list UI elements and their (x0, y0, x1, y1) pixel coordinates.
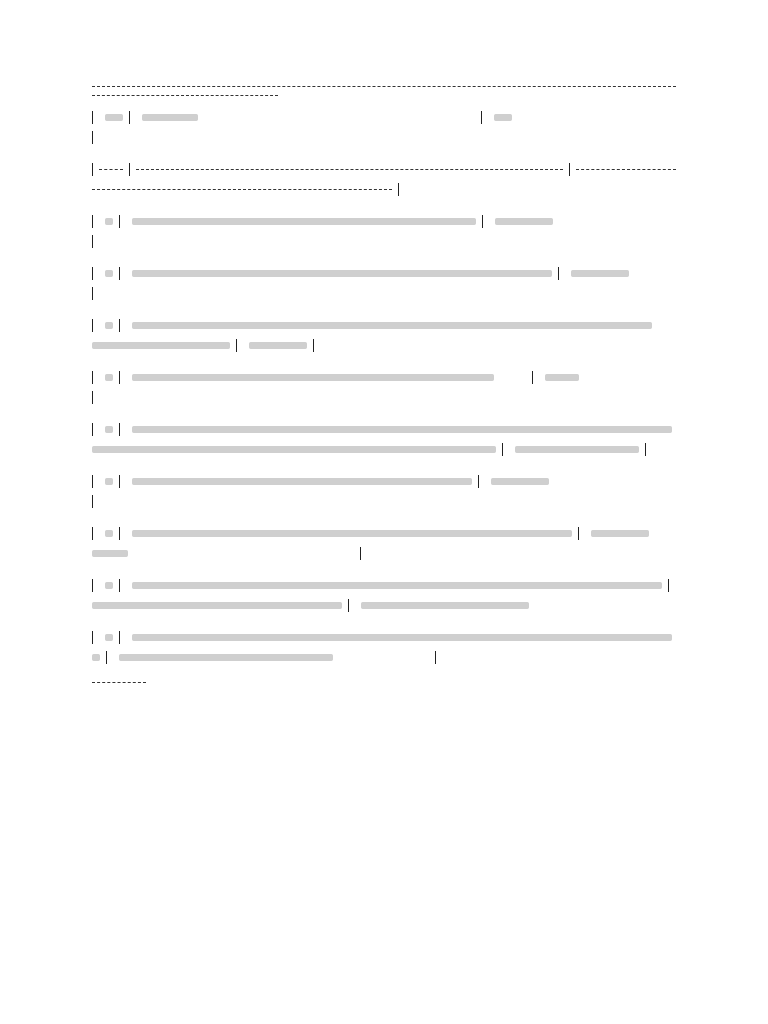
document-page (92, 86, 676, 697)
top-divider-continued (92, 95, 278, 96)
table-header (92, 110, 676, 144)
table-row (92, 370, 676, 404)
top-divider (92, 86, 676, 87)
table-row (92, 318, 676, 352)
bottom-divider (92, 682, 146, 683)
table-row (92, 578, 676, 612)
table-row (92, 526, 676, 560)
table-row (92, 266, 676, 300)
table-row (92, 214, 676, 248)
table-row (92, 474, 676, 508)
table-row (92, 630, 676, 664)
table-row (92, 422, 676, 456)
table-separator (92, 162, 676, 196)
